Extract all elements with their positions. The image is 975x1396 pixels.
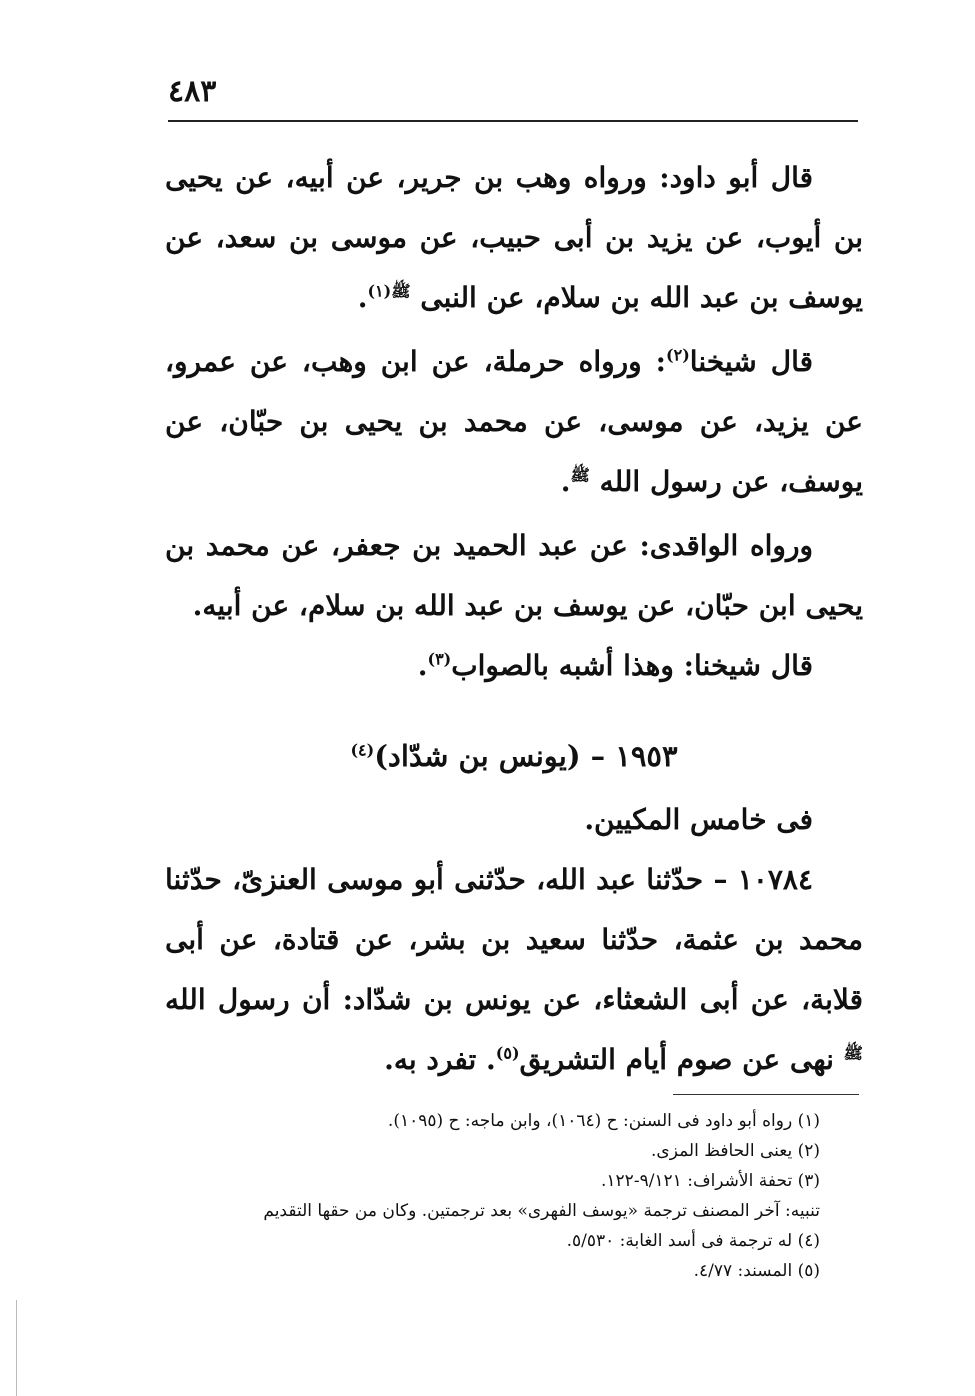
punctuation: . تفرد به. [384,1043,496,1076]
paragraph-shaykhuna-1 [165,332,863,512]
footnote-ref-5: (٥) [495,1043,520,1063]
footnote-ref-2: (٢) [666,345,690,365]
footnote-4: (٤) له ترجمة فى أسد الغابة: ٥/٥٣٠. [566,1231,820,1251]
footnote-2: (٢) يعنى الحافظ المزى. [651,1141,820,1161]
footnote-3: (٣) تحفة الأشراف: ٩/١٢١-١٢٢. [601,1171,820,1191]
paragraph-location: فى خامس المكيين. [584,803,813,836]
punctuation: . [417,649,428,682]
punctuation: . [560,465,571,498]
paragraph-text: قال شيخنا [689,345,813,378]
page-number: ٤٨٣ [168,74,217,109]
salla-icon: ﷺ [570,465,590,485]
footnote-1: (١) رواه أبو داود فى السنن: ح (١٠٦٤)، وابن ماجه: ح (١٠٩٥). [387,1111,820,1131]
salla-icon: ﷺ [843,1043,863,1063]
heading-text: ١٩٥٣ – (يونس بن شدّاد) [374,739,678,773]
paragraph-waqidi: ورواه الواقدى: عن عبد الحميد بن جعفر، عن محمد بن يحيى ابن حبّان، عن يوسف بن عبد الله بن سلام، عن أبيه. [165,529,863,622]
entry-heading [165,726,863,786]
paragraph-text: : ورواه حرملة، عن ابن وهب، عن عمرو، عن يزيد، عن موسى، عن محمد بن يحيى بن حبّان، عن يوسف، عن رسول الله [165,345,863,498]
scan-edge-line [16,1300,17,1396]
footnote-notice: تنبيه: آخر المصنف ترجمة «يوسف الفهرى» بعد ترجمتين. وكان من حقها التقديم [263,1201,820,1221]
footnote-5: (٥) المسند: ٤/٧٧. [693,1261,820,1281]
salla-icon: ﷺ [391,281,411,301]
paragraph-text: قال أبو داود: ورواه وهب بن جرير، عن أبيه، عن يحيى بن أيوب، عن يزيد بن أبى حبيب، عن موسى بن سعد، عن يوسف بن عبد الله بن سلام، عن النبى [165,161,863,314]
main-text [165,148,863,1090]
paragraph-shaykhuna-2 [165,636,863,696]
footnote-ref-1: (١) [367,281,392,301]
paragraph-text: ١٠٧٨٤ – حدّثنا عبد الله، حدّثنى أبو موسى العنزىّ، حدّثنا محمد بن عثمة، حدّثنا سعيد بن بشر، عن قتادة، عن أبى قلابة، عن أبى الشعثاء، عن يونس بن شدّاد: أن رسول الله [165,863,863,1016]
paragraph-text: قال شيخنا: وهذا أشبه بالصواب [451,649,813,682]
paragraph-hadith [165,850,863,1090]
header-rule [168,120,858,122]
footnote-ref-3: (٣) [427,649,452,669]
footnotes [180,1106,820,1286]
footnote-ref-4: (٤) [350,740,375,760]
paragraph-abu-dawud [165,148,863,328]
paragraph-text: نهى عن صوم أيام التشريق [519,1043,834,1076]
punctuation: . [357,281,368,314]
footnote-rule [673,1094,859,1095]
